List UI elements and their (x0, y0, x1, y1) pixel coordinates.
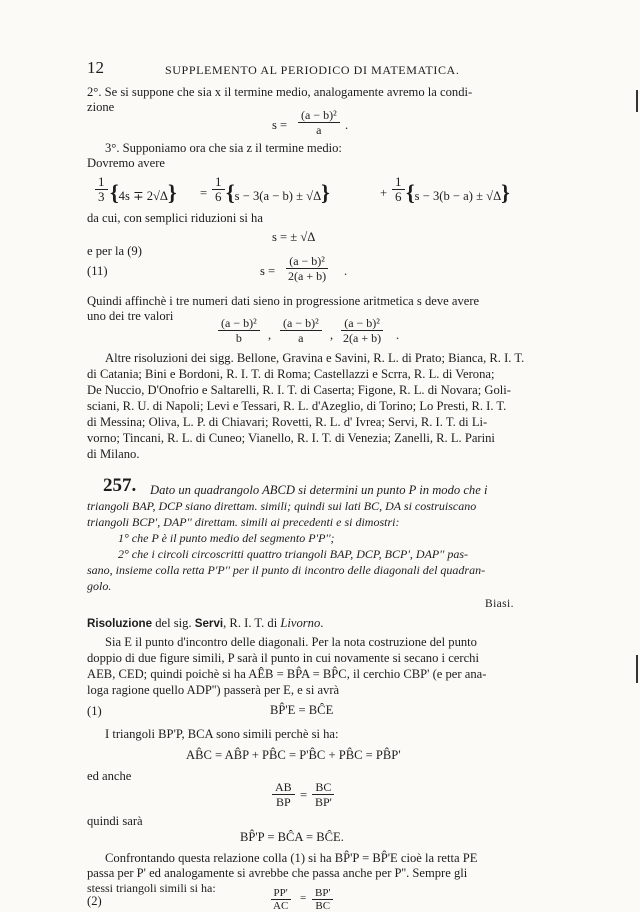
big-eq-equals: = (200, 186, 208, 200)
altre-line-6: vorno; Tincani, R. L. di Cuneo; Vianello, R. I. T. di Venezia; Zanelli, R. L. Parini (87, 431, 495, 445)
eq-11-frac (285, 254, 329, 283)
eq-11-label: (11) (87, 264, 108, 278)
big-eq-frac-b-den: 6 (215, 189, 222, 204)
quindi-line1: Quindi affinchè i tre numeri dati sieno in progressione aritmetica s deve avere (87, 294, 480, 308)
eq-2-num-1: PP' (271, 887, 291, 900)
ratio-frac-1 (272, 780, 295, 809)
big-eq-frac-a-den: 3 (98, 189, 105, 204)
big-eq-term2: {s − 3(a − b) ± √Δ} (226, 180, 330, 205)
eq-11-lhs: s = (260, 264, 276, 278)
sol-line-4: loga ragione quello ADP'') passerà per E, e si avrà (87, 683, 340, 697)
eq-s-delta: s = ± √Δ (272, 230, 316, 244)
confr-line-1: Confrontando questa relazione colla (1) si ha BP̂'P = BP̂'E cioè la retta PE (105, 851, 478, 865)
big-eq-frac-c (392, 175, 405, 204)
eq-1-body: BP̂'E = BĈE (270, 703, 334, 717)
eq-11-den: 2(a + b) (288, 269, 327, 283)
ed-anche: ed anche (87, 769, 132, 783)
problem-line-7: golo. (87, 579, 112, 593)
sol-line-1: Sia E il punto d'incontro delle diagonali. Per la nota costruzione del punto (105, 635, 477, 649)
value-1-sep: , (268, 328, 272, 342)
problem-line-5: 2° che i circoli circoscritti quattro triangoli BAP, DCP, BCP', DAP'' pas- (118, 547, 469, 561)
ratio-equals: = (300, 788, 308, 802)
big-eq-term3: {s − 3(b − a) ± √Δ} (406, 180, 510, 205)
risoluzione-city: Livorno (280, 616, 321, 630)
eq-1-label: (1) (87, 704, 102, 718)
eq-2-label: (2) (87, 894, 102, 908)
problem-line-1: Dato un quadrangolo ABCD si determini un punto P in modo che i (150, 483, 488, 497)
problem-line-6: sano, insieme colla retta P'P'' per il punto di incontro delle diagonali del quadran- (87, 563, 486, 577)
altre-line-3: De Nuccio, D'Onofrio e Saltarelli, R. I. T. di Caserta; Figone, R. L. di Novara; Goli- (87, 383, 511, 397)
big-eq-frac-c-den: 6 (395, 189, 402, 204)
running-title: SUPPLEMENTO AL PERIODICO DI MATEMATICA. (165, 63, 460, 77)
da-cui-line: da cui, con semplici riduzioni si ha (87, 211, 263, 225)
eq-s1-den: a (316, 123, 322, 137)
big-eq-frac-c-num: 1 (392, 175, 405, 190)
risoluzione-heading (87, 615, 323, 632)
sol-line-3: AEB, CED; quindi poichè si ha AÊB = BP̂A = BP̂C, il cerchio CBP' (e per ana- (87, 667, 487, 681)
value-2-den: a (298, 331, 304, 345)
ratio-1-den: BP (275, 795, 291, 809)
big-eq-bracket3: s − 3(b − a) ± √Δ (414, 189, 502, 203)
big-eq-plus: + (380, 186, 388, 200)
quindi-line2: uno dei tre valori (87, 309, 174, 323)
eq-s1-frac (298, 108, 340, 137)
eq-2-den-2: BC (315, 900, 331, 912)
ratio-2-num: BC (312, 780, 334, 795)
confr-line-3: stessi triangoli simili si ha: (87, 881, 216, 895)
value-frac-2 (280, 316, 322, 345)
value-frac-1 (218, 316, 260, 345)
eq-angles: AB̂C = AB̂P + PB̂C = P'B̂C + PB̂C = PB̂P' (186, 748, 401, 762)
big-eq-bracket2: s − 3(a − b) ± √Δ (234, 189, 322, 203)
page-number: 12 (87, 58, 104, 77)
eq-11-tail: . (344, 264, 348, 278)
problem-line-4: 1° che P è il punto medio del segmento P'P''; (118, 531, 335, 545)
big-eq-frac-b (212, 175, 225, 204)
ratio-1-num: AB (272, 780, 295, 795)
eq-s1-lhs: s = (272, 118, 288, 132)
altre-line-1: Altre risoluzioni dei sigg. Bellone, Gravina e Savini, R. L. di Prato; Bianca, R. I. T. (105, 351, 525, 365)
value-3-num: (a − b)² (341, 316, 383, 331)
eq-2-equals: = (300, 892, 307, 904)
value-3-den: 2(a + b) (343, 331, 382, 345)
problem-line-3: triangoli BCP', DAP'' direttam. simili ai precedenti e si dimostri: (87, 515, 400, 529)
para-2-line2: zione (87, 100, 115, 114)
page-edge-rule-bottom (636, 655, 638, 683)
value-2-num: (a − b)² (280, 316, 322, 331)
value-3-sep: . (396, 328, 400, 342)
value-frac-3 (340, 316, 384, 345)
page-edge-rule-top (636, 90, 638, 112)
sol-line-2: doppio di due figure simili, P sarà il punto in cui novamente si secano i cerchi (87, 651, 479, 665)
eq-2-num-2: BP' (312, 887, 333, 900)
e-per-line: e per la (9) (87, 244, 142, 258)
para-3-line1: 3°. Supponiamo ora che sia z il termine medio: (105, 141, 342, 155)
big-eq-term1: {4s ∓ 2√Δ} (110, 180, 177, 205)
problem-author: Biasi. (485, 598, 514, 610)
big-eq-bracket1: 4s ∓ 2√Δ (118, 189, 169, 203)
risoluzione-label: Risoluzione (87, 617, 153, 630)
value-1-den: b (235, 331, 242, 345)
eq-2-den-1: AC (273, 900, 289, 912)
eq-bpp: BP̂'P = BĈA = BĈE. (240, 830, 344, 844)
altre-line-4: sciani, R. U. di Napoli; Levi e Tessari, R. L. d'Azeglio, di Torino; Lo Presti, R. I. T. (87, 399, 507, 413)
para-3-line2: Dovremo avere (87, 156, 165, 170)
para-2-line1: 2°. Se si suppone che sia x il termine medio, analogamente avremo la condi- (87, 85, 473, 99)
value-1-num: (a − b)² (218, 316, 260, 331)
ratio-frac-2 (312, 780, 335, 809)
problem-number: 257. (103, 475, 137, 496)
big-eq-frac-a-num: 1 (95, 175, 108, 190)
risoluzione-mid: del sig. (152, 616, 195, 630)
risoluzione-name: Servi (194, 617, 224, 630)
eq-11-num: (a − b)² (286, 254, 328, 269)
big-eq-frac-b-num: 1 (212, 175, 225, 190)
altre-line-7: di Milano. (87, 447, 140, 461)
confr-line-2: passa per P' ed analogamente si avrebbe che passa anche per P''. Sempre gli (87, 866, 468, 880)
ratio-2-den: BP' (315, 795, 332, 809)
problem-line-2: triangoli BAP, DCP siano direttam. simili; quindi sui lati BC, DA si costruiscano (87, 499, 477, 513)
risoluzione-end: . (320, 616, 324, 630)
eq-s1-num: (a − b)² (298, 108, 340, 123)
big-eq-frac-a (95, 175, 108, 204)
altre-line-2: di Catania; Bini e Bordoni, R. I. T. di Roma; Castellazzi e Scrra, R. L. di Verona; (87, 367, 495, 381)
quindi-sara: quindi sarà (87, 814, 143, 828)
value-2-sep: , (330, 328, 334, 342)
triangoli-line: I triangoli BP'P, BCA sono simili perchè si ha: (105, 727, 339, 741)
altre-line-5: di Messina; Oliva, L. P. di Chiavari; Rovetti, R. L. d' Ivrea; Servi, R. I. T. di Li- (87, 415, 488, 429)
risoluzione-tail: , R. I. T. di (223, 616, 281, 630)
eq-s1-tail: . (345, 118, 349, 132)
